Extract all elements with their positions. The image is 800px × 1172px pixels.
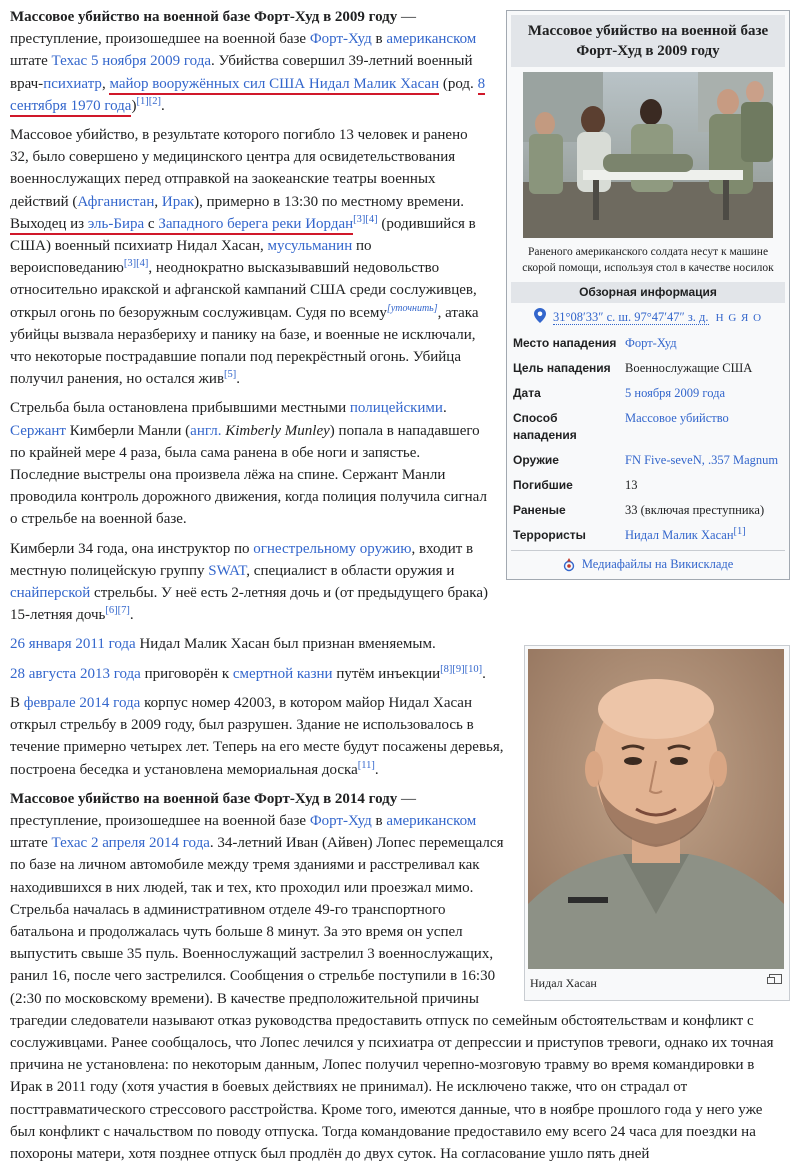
infobox-row-value [623, 523, 785, 548]
ref-3[interactable]: [3] [353, 213, 366, 225]
infobox-value-text: 13 [625, 478, 638, 492]
link-el-bireh[interactable]: эль-Бира [87, 215, 145, 232]
infobox-title: Массовое убийство на военной базе Форт-Худ в 2009 году [511, 15, 785, 67]
infobox-row-label: Террористы [513, 528, 586, 542]
link-date-2009[interactable]: 5 ноября 2009 года [90, 53, 212, 70]
infobox-value-text: Военнослужащие США [625, 361, 753, 375]
wounded-soldier-photo [523, 72, 773, 238]
infobox-coordinates [511, 303, 785, 331]
infobox-row-label: Погибшие [513, 478, 573, 492]
link-jan-26[interactable]: 26 января [10, 636, 72, 653]
text: приговорён к [140, 665, 233, 682]
ref-11[interactable]: [11] [357, 759, 375, 771]
text: корпус номер 42003, в котором майор Нидал Хасан открыл стрельбу в 2009 году, был разрушен. Здание не использовалось в течение примерно четырех лет. Теперь на его месте будут посажены деревья, построена беседка и установлена мемориальная доска [10, 694, 504, 778]
text: (родившийся в США) военный психиатр Нидал Хасан, [10, 215, 476, 255]
infobox-row [511, 331, 785, 356]
infobox-value-text[interactable]: Нидал Малик Хасан [625, 528, 734, 542]
text: , входит в местную полицейскую группу [10, 540, 474, 579]
text: штате [10, 835, 52, 852]
enlarge-icon[interactable] [769, 974, 782, 984]
link-afghanistan[interactable]: Афганистан [77, 193, 155, 210]
text: Массовое убийство, в результате которого погибло 13 человек и ранено 32, было совершено у медицинского центра для освидетельствования военнослужащих перед отправкой на заокеанские театры военных действий ( [10, 127, 468, 210]
infobox-row-label: Оружие [513, 453, 559, 467]
infobox-image[interactable] [523, 72, 773, 238]
link-birthdate[interactable]: 8 сентября 1970 года [10, 76, 485, 117]
text: . [160, 97, 165, 114]
underlined-origin [10, 216, 353, 235]
citation-needed-link[interactable]: [уточнить] [386, 302, 438, 314]
ref-7[interactable]: [7] [117, 605, 130, 617]
link-2014[interactable]: 2014 года [79, 694, 141, 711]
infobox-row-value [623, 448, 785, 473]
hasan-photo[interactable] [528, 649, 784, 969]
link-texas[interactable]: Техас [51, 53, 88, 70]
link-firearms[interactable]: огнестрельному оружию [253, 540, 412, 557]
ref-8[interactable]: [8] [440, 663, 453, 675]
text: Стрельба была остановлена прибывшими местными [10, 400, 350, 417]
ref-1[interactable]: [1] [136, 95, 149, 107]
ref-2[interactable]: [2] [148, 95, 161, 107]
text: . [442, 400, 447, 417]
text: Кимберли Манли ( [65, 422, 191, 439]
map-services-links[interactable]: H G Я O [715, 311, 763, 324]
link-iraq[interactable]: Ирак [161, 193, 195, 210]
ref-6[interactable]: [6] [105, 605, 118, 617]
text: , неоднократно высказывавший недовольство относительно иракской и афганской кампаний США среди сослуживцев, открыл огонь по безоружным сослуживцам. Судя по всему [10, 260, 477, 321]
commons-media-link[interactable]: Медиафайлы на Викискладе [581, 557, 734, 571]
ref-4[interactable]: [4] [365, 213, 378, 225]
infobox-row [511, 473, 785, 498]
link-psychiatrist[interactable]: психиатр [43, 75, 102, 92]
infobox-value-text[interactable]: 5 ноября 2009 года [625, 386, 726, 400]
text: — преступление, произошедшее на военной базе [10, 9, 417, 48]
text: Кимберли 34 года, она инструктор по [10, 540, 254, 557]
text: штате [10, 53, 52, 70]
text: . [236, 371, 241, 388]
text: Нидал Малик Хасан был признан вменяемым. [135, 636, 436, 653]
infobox-value-text: 33 (включая преступника) [625, 503, 765, 517]
hasan-thumbnail [524, 645, 790, 1000]
infobox-value-text[interactable]: FN Five-seveN, .357 Magnum [625, 453, 779, 467]
portrait-photo [528, 649, 784, 969]
link-muslim[interactable]: мусульманин [267, 238, 353, 255]
link-police[interactable]: полицейскими [349, 400, 443, 417]
infobox-row [511, 498, 785, 523]
infobox-row-label: Раненые [513, 503, 566, 517]
infobox-row-label: Цель нападения [513, 361, 611, 375]
text: , [154, 193, 162, 210]
text: . [482, 665, 486, 682]
text: с [144, 215, 159, 232]
infobox-row-label: Дата [513, 386, 541, 400]
ref-5[interactable]: [5] [224, 369, 237, 381]
text: — преступление, произошедшее на военной базе [10, 790, 417, 829]
infobox [506, 10, 790, 580]
infobox-value-text[interactable]: Массовое убийство [625, 411, 729, 425]
infobox-ref[interactable]: [1] [733, 525, 746, 537]
text: , атака убийцы вызвала неразбериху и панику на базе, и военные не исключали, что некоторые пострадавшие попали под перекрёстный огонь. Убийца получил ранения, но остался жив [10, 304, 479, 388]
infobox-image-caption: Раненого американского солдата несут к машине скорой помощи, используя стол в качестве носилок [522, 246, 774, 274]
infobox-value-text[interactable]: Форт-Худ [625, 336, 677, 350]
text: , специалист в области оружия и [246, 562, 455, 579]
infobox-row [511, 523, 785, 548]
text: В [10, 694, 24, 711]
bold-term-2014: Массовое убийство на военной базе Форт-Худ в 2014 году [10, 790, 398, 807]
infobox-row [511, 381, 785, 406]
infobox-row-value [623, 406, 785, 448]
article-content [10, 6, 790, 1172]
link-death-penalty[interactable]: смертной казни [232, 665, 333, 682]
link-2013[interactable]: 2013 года [79, 665, 141, 682]
commons-media [511, 550, 785, 573]
text: ) попала в нападавшего по крайней мере 4 раза, была сама ранена в обе ноги и запястье. Последние выстрелы она произвела лёжа на спине. Сержант Манли проводила контроль дорожного движения, когда полиция получила сигнал о стрельбе на военной базе. [10, 422, 487, 528]
infobox-row-value [623, 356, 785, 381]
text: ) [131, 97, 137, 114]
link-texas-2[interactable]: Техас [51, 835, 88, 852]
infobox-row-value [623, 381, 785, 406]
infobox-row-value [623, 473, 785, 498]
text: по вероисповеданию [10, 238, 372, 277]
ref-3b[interactable]: [3] [123, 258, 137, 270]
caption-text: Нидал Хасан [530, 976, 597, 991]
text: в [371, 31, 387, 48]
text: . 34-летний Иван (Айвен) Лопес перемещался по базе на личном автомобиле между тремя зданиями и расстреливал как находившихся в них людей, так и тех, кто проходил или проезжал мимо. Стрельба началась в административном отделе 49-го транспортного батальона и продолжалась чуть больше 8 минут. За это время он успел выпустить свыше 35 пуль. Военнослужащий застрелил 3 военнослужащих, ранил 16, после чего застрелился. Сообщения о стрельбе поступили в 16:30 (2:30 по московскому времени). В качестве предположительной причины трагедии следователи называют отказ руководства предоставить отпуск по семейным обстоятельствам и конфликт с сослуживцами. Ранее сообщалось, что Лопес лечился у психиатра от депрессии и приступов тревоги, однако их точная причина не установлена: по некоторым данным, Лопес получил черепно-мозговую травму во время командировки в Ирак в 2011 году (хотя участия в боевых действиях не принимал). Не исключено также, что он страдал от посттравматического стрессового расстройства. Кроме того, имеются данные, что в ноябре прошлого года у него уже был конфликт с начальством по поводу отпуска. Тогда командование предоставило ему всего 24 часа для поездки на похороны матери, хотя позднее отпуск был продлён до двух суток. На согласование ушло пять дней [10, 835, 774, 1162]
link-sniper[interactable]: снайперской [10, 585, 91, 602]
text: . Убийства совершил 39-летний военный врач- [10, 53, 473, 92]
text: стрельбы. У неё есть 2-летняя дочь и (от предыдущего брака) 15-летняя дочь [10, 585, 489, 624]
link-american[interactable]: американском [386, 31, 477, 48]
link-date-2014[interactable]: 2 апреля 2014 года [90, 835, 210, 852]
ref-4b[interactable]: [4] [136, 258, 149, 270]
infobox-row-label: Место нападения [513, 336, 617, 350]
coordinates-link[interactable]: 31°08′33″ с. ш. 97°47′47″ з. д. [553, 309, 709, 324]
link-major-hasan[interactable]: майор вооружённых сил США Нидал Малик Хасан [109, 76, 439, 95]
text: . [129, 607, 134, 624]
bold-term-2009: Массовое убийство на военной базе Форт-Худ в 2009 году [10, 9, 398, 25]
text: Выходец из [10, 215, 88, 232]
link-2011[interactable]: 2011 года [75, 636, 136, 653]
map-pin-icon[interactable] [534, 308, 546, 328]
english-name: Kimberly Munley [225, 422, 330, 439]
infobox-row-value [623, 498, 785, 523]
ref-10[interactable]: [10] [464, 663, 483, 675]
infobox-row [511, 356, 785, 381]
text: путём инъекции [332, 665, 441, 682]
infobox-overview-heading: Обзорная информация [511, 282, 785, 303]
infobox-table [511, 331, 785, 548]
ref-9[interactable]: [9] [452, 663, 465, 675]
commons-logo-icon [563, 558, 575, 572]
text: в [371, 812, 387, 829]
text: . [374, 761, 379, 778]
infobox-row [511, 448, 785, 473]
link-february[interactable]: феврале [23, 694, 76, 711]
link-aug-28[interactable]: 28 августа [10, 665, 77, 682]
link-swat[interactable]: SWAT [208, 562, 247, 579]
link-fort-hood[interactable]: Форт-Худ [309, 31, 372, 48]
link-sergeant[interactable]: Сержант [10, 422, 66, 439]
link-american-2[interactable]: американском [386, 812, 477, 829]
link-english[interactable]: англ. [190, 422, 222, 439]
infobox-row [511, 406, 785, 448]
infobox-row-label: Способ нападения [513, 411, 577, 442]
text: ), примерно в 13:30 по местному времени. [194, 193, 465, 210]
text: , [101, 75, 110, 92]
infobox-row-value [623, 331, 785, 356]
link-west-bank[interactable]: Западного берега реки Иордан [158, 215, 354, 232]
text: (род. [439, 75, 478, 92]
thumbnail-caption [528, 969, 786, 996]
link-fort-hood-2[interactable]: Форт-Худ [309, 812, 372, 829]
